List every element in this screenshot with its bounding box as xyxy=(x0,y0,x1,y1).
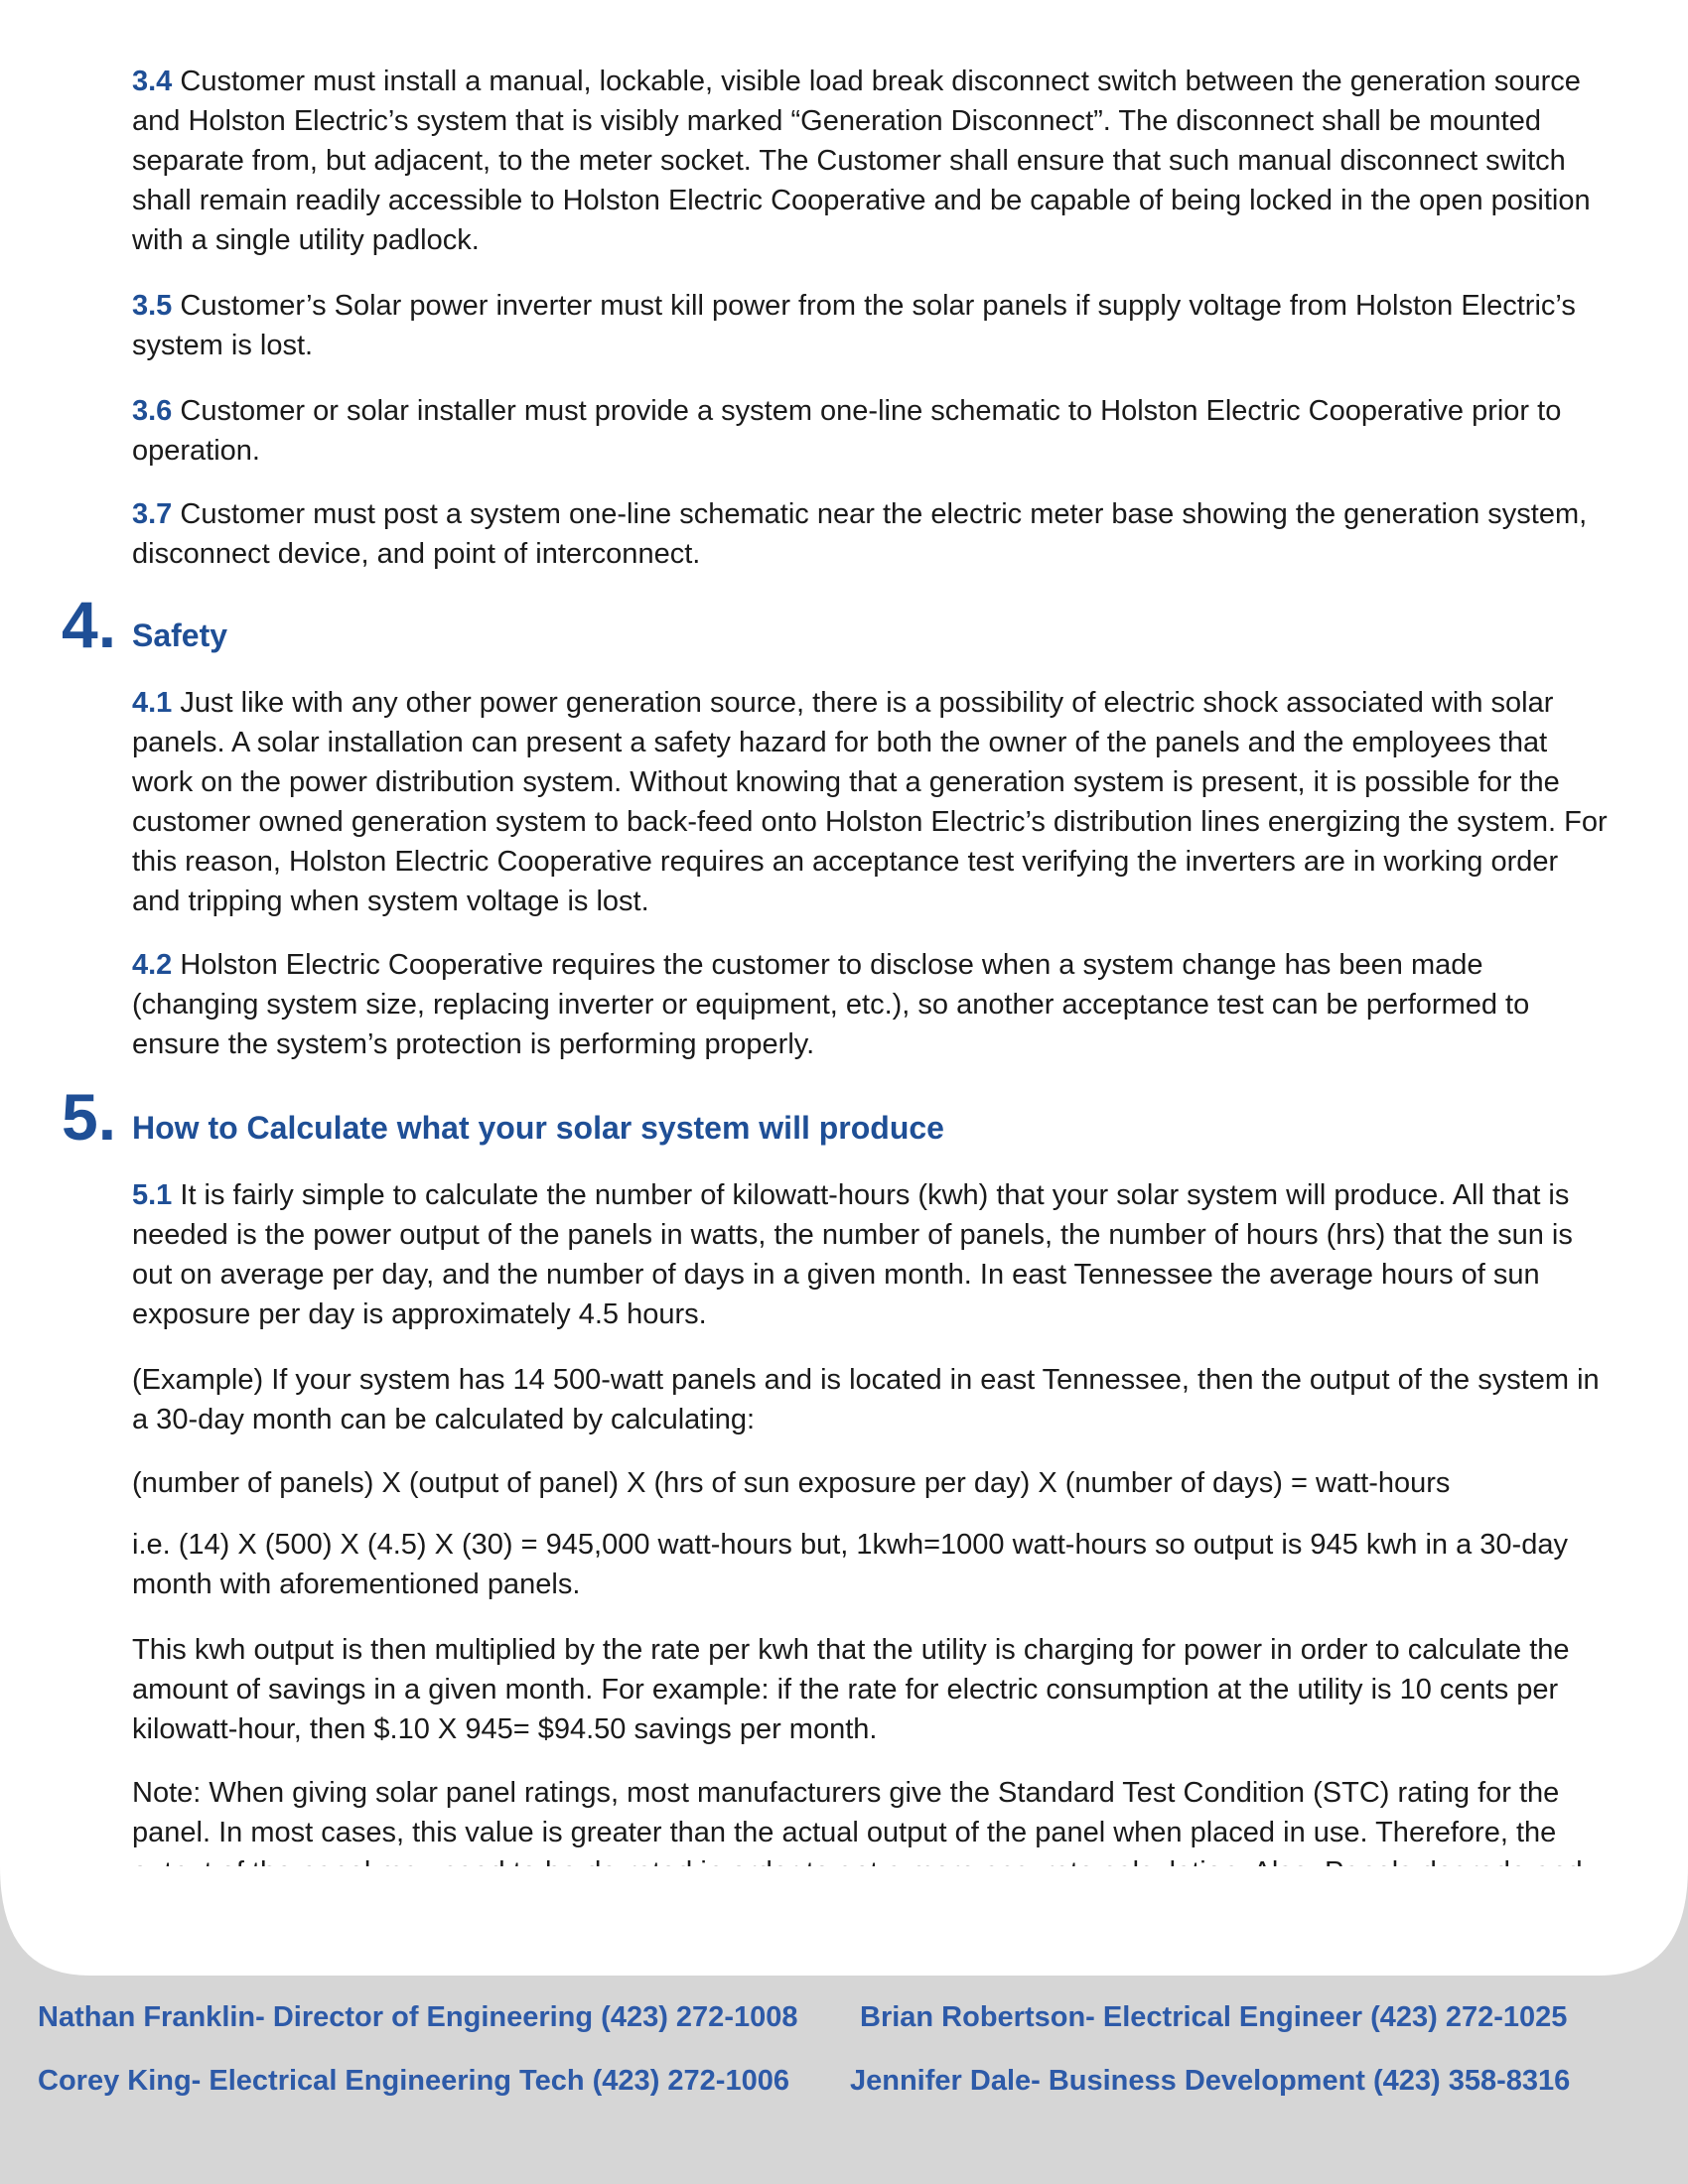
paragraph-number: 3.4 xyxy=(132,66,173,97)
paragraph-number: 4.1 xyxy=(132,687,173,719)
paragraph-text: Just like with any other power generation source, there is a possibility of electric shock associated with solar panels. A solar installation can present a safety hazard for both the owner of the panels and the employees that work on the power distribution system. Without knowing that a generation system is present, it is possible for the customer owned generation system to back-feed onto Holston Electric’s distribution lines energizing the system. For this reason, Holston Electric Cooperative requires an acceptance test verifying the inverters are in working order and tripping when system voltage is lost. xyxy=(132,687,1608,917)
paragraph-number: 4.2 xyxy=(132,949,173,981)
calculation-paragraph: i.e. (14) X (500) X (4.5) X (30) = 945,000 watt-hours but, 1kwh=1000 watt-hours so output is 945 kwh in a 30-day month with aforementioned panels. xyxy=(132,1529,1568,1600)
paragraph-3-7 xyxy=(132,494,1612,574)
section-5-number: 5. xyxy=(62,1080,117,1154)
paragraph-3-5 xyxy=(132,286,1612,365)
paragraph-3-4 xyxy=(132,62,1612,260)
section-4-number: 4. xyxy=(62,588,117,661)
paragraph-5-1 xyxy=(132,1175,1612,1334)
paragraph-3-6 xyxy=(132,391,1612,471)
paragraph-number: 3.7 xyxy=(132,498,173,530)
contact-nathan-franklin: Nathan Franklin- Director of Engineering (423) 272-1008 xyxy=(38,2001,798,2033)
formula-paragraph: (number of panels) X (output of panel) X (hrs of sun exposure per day) X (number of days) = watt-hours xyxy=(132,1467,1451,1499)
paragraph-number: 5.1 xyxy=(132,1179,173,1211)
paragraph-text: It is fairly simple to calculate the number of kilowatt-hours (kwh) that your solar system will produce. All that is needed is the power output of the panels in watts, the number of panels, the number of hours (hrs) that the sun is out on average per day, and the number of days in a given month. In east Tennessee the average hours of sun exposure per day is approximately 4.5 hours. xyxy=(132,1179,1573,1330)
paragraph-text: Customer must install a manual, lockable, visible load break disconnect switch between the generation source and Holston Electric’s system that is visibly marked “Generation Disconnect”. The disconnect shall be mounted separate from, but adjacent, to the meter socket. The Customer shall ensure that such manual disconnect switch shall remain readily accessible to Holston Electric Cooperative and be capable of being locked in the open position with a single utility padlock. xyxy=(132,66,1591,256)
paragraph-text: Customer must post a system one-line schematic near the electric meter base showing the generation system, disconnect device, and point of interconnect. xyxy=(132,498,1588,570)
paragraph-text: Customer’s Solar power inverter must kill power from the solar panels if supply voltage from Holston Electric’s system is lost. xyxy=(132,290,1576,361)
example-paragraph: (Example) If your system has 14 500-watt panels and is located in east Tennessee, then the output of the system in a 30-day month can be calculated by calculating: xyxy=(132,1364,1600,1435)
contact-jennifer-dale: Jennifer Dale- Business Development (423) 358-8316 xyxy=(850,2065,1571,2097)
paragraph-number: 3.5 xyxy=(132,290,173,322)
note-paragraph: Note: When giving solar panel ratings, most manufacturers give the Standard Test Condition (STC) rating for the panel. In most cases, this value is greater than the actual output of the panel when placed in use. Therefore, the xyxy=(132,1777,1560,1848)
paragraph-number: 3.6 xyxy=(132,395,173,427)
paragraph-4-2 xyxy=(132,945,1612,1064)
footer-curve xyxy=(0,1866,1688,1976)
section-4-title: Safety xyxy=(132,617,228,653)
paragraph-4-1 xyxy=(132,683,1612,921)
savings-paragraph: This kwh output is then multiplied by the rate per kwh that the utility is charging for power in order to calculate the amount of savings in a given month. For example: if the rate for electric consumption at the utility is 10 cents per kilowatt-hour, then $.10 X 945= $94.50 savings per month. xyxy=(132,1634,1570,1745)
paragraph-text: Customer or solar installer must provide a system one-line schematic to Holston Electric Cooperative prior to operation. xyxy=(132,395,1562,467)
contact-corey-king: Corey King- Electrical Engineering Tech (423) 272-1006 xyxy=(38,2065,789,2097)
contact-brian-robertson: Brian Robertson- Electrical Engineer (423) 272-1025 xyxy=(860,2001,1568,2033)
section-5-title: How to Calculate what your solar system will produce xyxy=(132,1110,944,1146)
paragraph-text: Holston Electric Cooperative requires the customer to disclose when a system change has been made (changing system size, replacing inverter or equipment, etc.), so another acceptance test can be performed to ensure the system’s protection is performing properly. xyxy=(132,949,1530,1060)
